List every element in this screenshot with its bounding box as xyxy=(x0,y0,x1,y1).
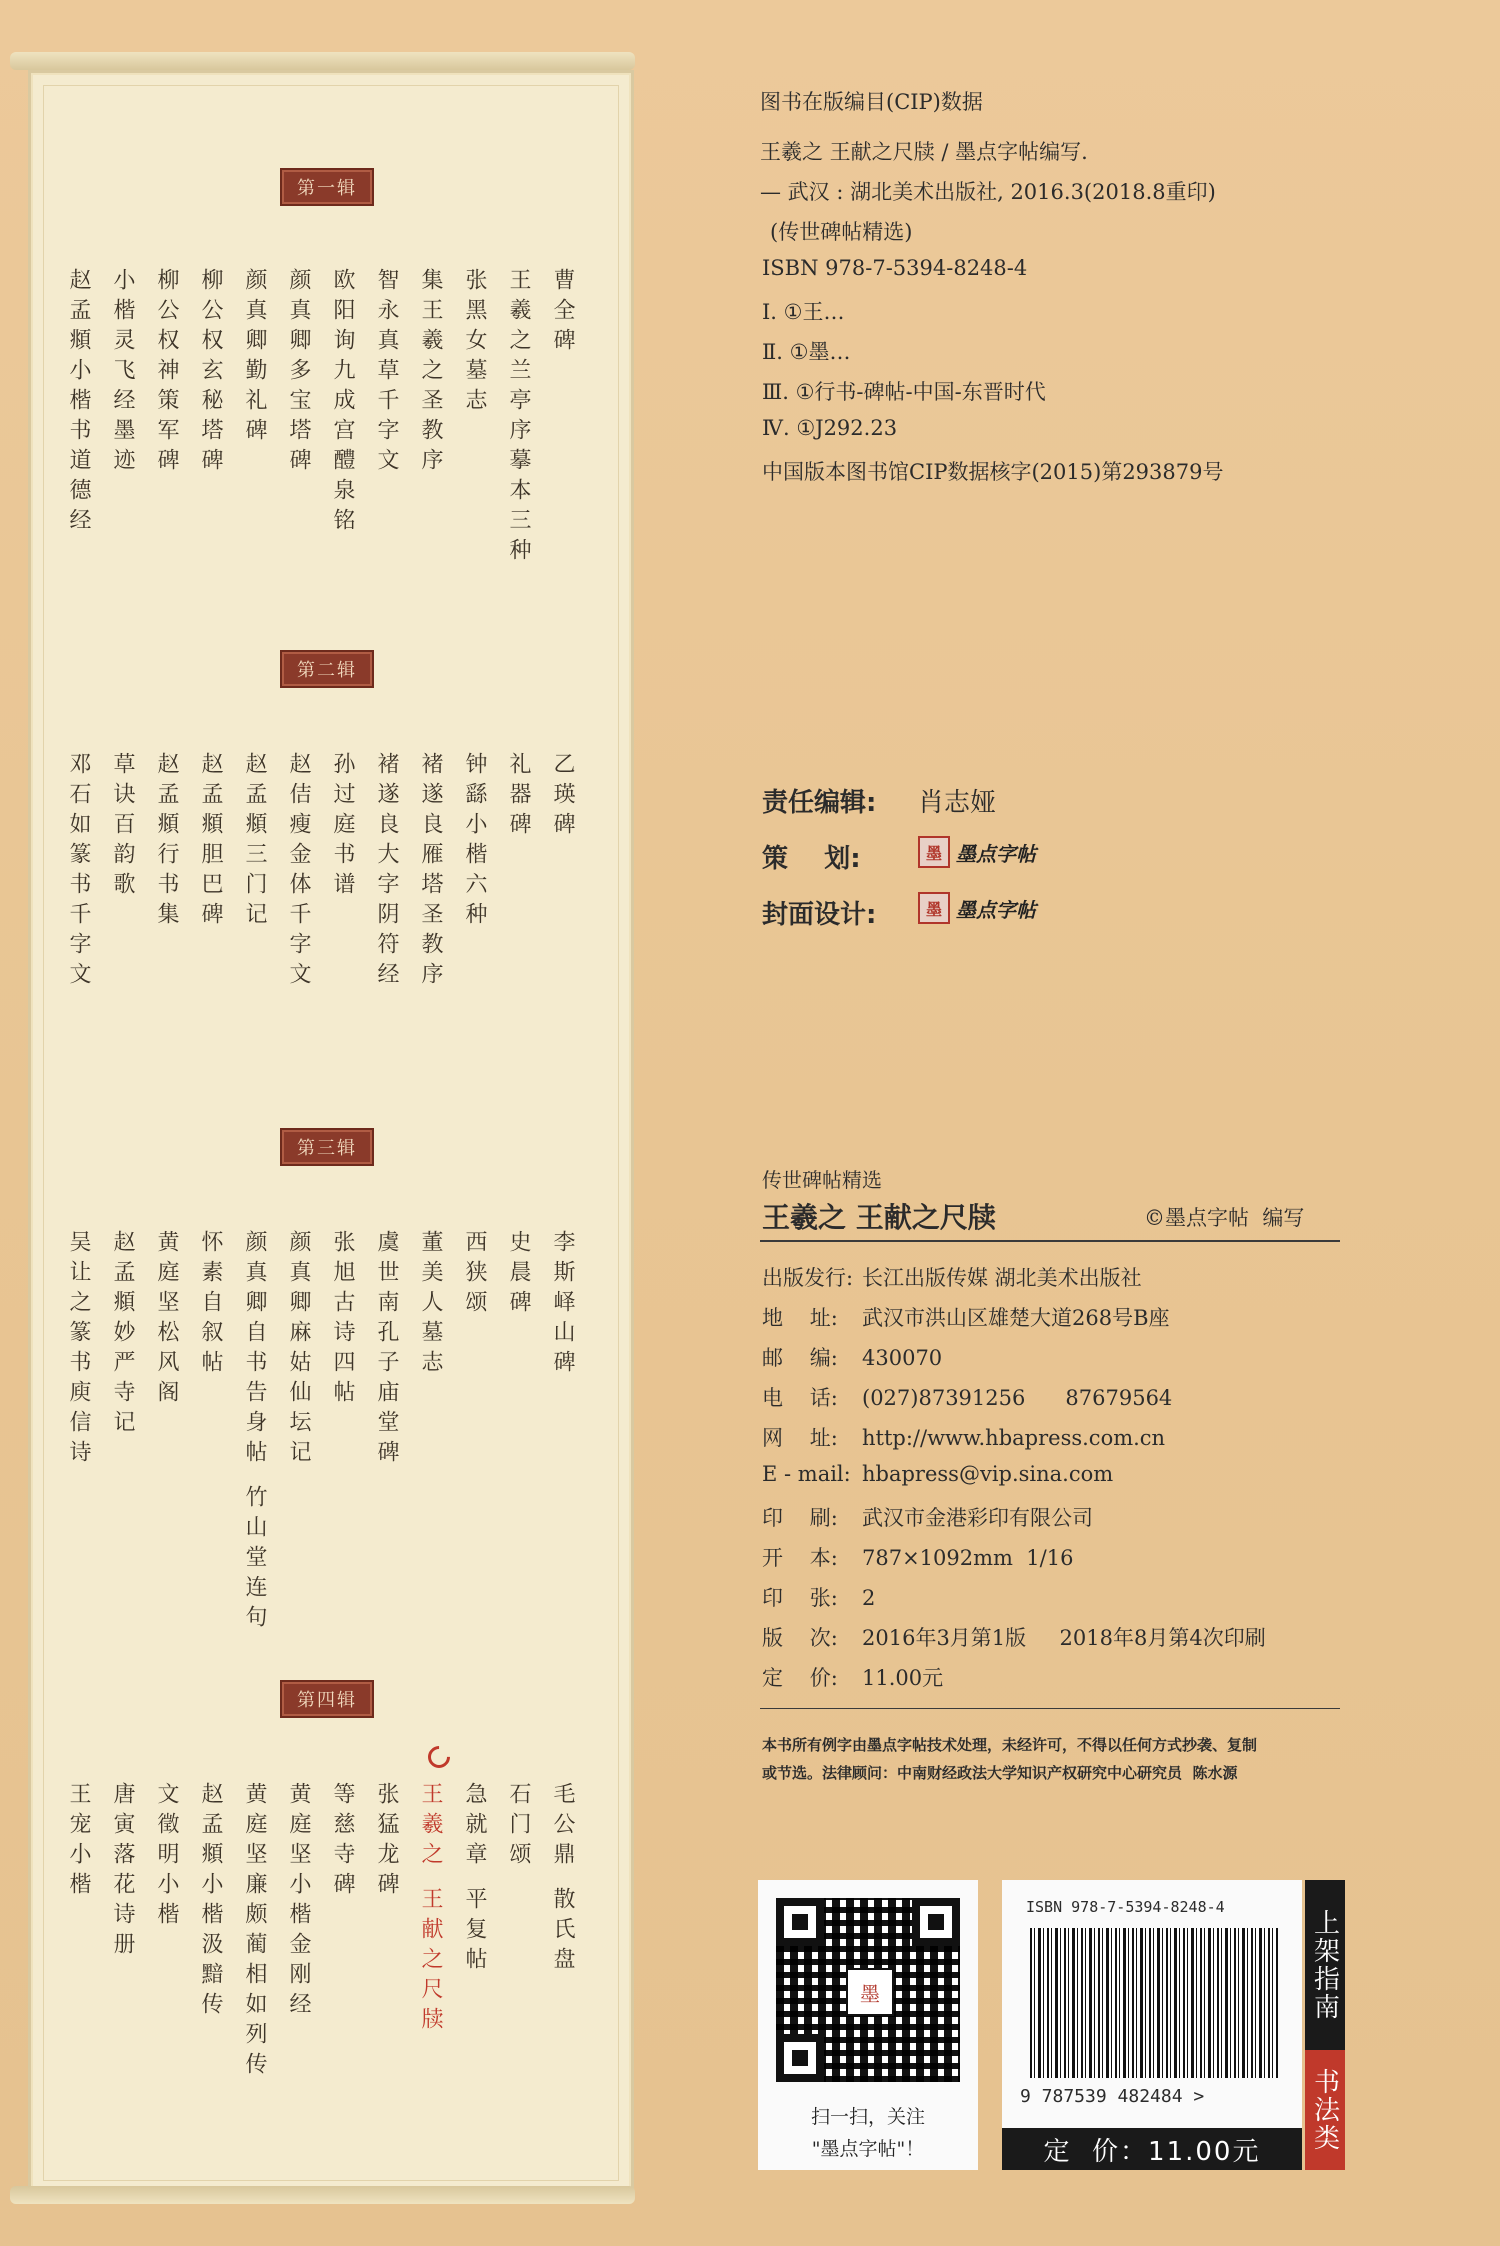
planning-label: 策 划: xyxy=(762,844,861,874)
editor-label: 责任编辑: xyxy=(762,788,877,818)
series-label-1: 第一辑 xyxy=(280,168,374,206)
title-column: 智永真草千字文 xyxy=(374,268,399,478)
series-label-3: 第三辑 xyxy=(280,1128,374,1166)
modian-logo-icon: 墨 xyxy=(846,1968,894,2016)
cip-line: Ⅲ. ①行书-碑帖-中国-东晋时代 xyxy=(762,380,1046,404)
title-column: 邓石如篆书千字文 xyxy=(66,752,91,992)
title-column: 赵孟頫胆巴碑 xyxy=(198,752,223,932)
qr-code-card xyxy=(758,1880,978,2170)
cip-line: Ⅳ. ①J292.23 xyxy=(762,416,898,440)
title-column: 赵孟頫小楷书道德经 xyxy=(66,268,91,538)
notice-line: 本书所有例字由墨点字帖技术处理，未经许可，不得以任何方式抄袭、复制 xyxy=(762,1736,1258,1754)
pub-row: E - mail: hbapress@vip.sina.com xyxy=(762,1462,1114,1486)
qr-caption: 扫一扫，关注 xyxy=(810,2106,925,2128)
title-column: 等慈寺碑 xyxy=(330,1782,355,1902)
pub-row: 出版发行: 长江出版传媒 湖北美术出版社 xyxy=(762,1266,1142,1290)
title-column: 唐寅落花诗册 xyxy=(110,1782,135,1962)
title-column: 史晨碑 xyxy=(506,1230,531,1320)
title-column: 黄庭坚小楷金刚经 xyxy=(286,1782,311,2022)
title-column: 王羲之兰亭序摹本三种 xyxy=(506,268,531,568)
book-title: 王羲之 王献之尺牍 xyxy=(762,1201,996,1234)
pub-row: 邮 编: 430070 xyxy=(762,1346,943,1370)
pub-row: 地 址: 武汉市洪山区雄楚大道268号B座 xyxy=(762,1306,1170,1330)
pub-row: 印 张: 2 xyxy=(762,1586,876,1610)
pub-row: 电 话: (027)87391256 87679564 xyxy=(762,1386,1173,1410)
title-column: 曹全碑 xyxy=(550,268,575,358)
title-column: 乙瑛碑 xyxy=(550,752,575,842)
editor-name: 肖志娅 xyxy=(918,788,997,818)
title-column: 赵孟頫三门记 xyxy=(242,752,267,932)
title-column: 颜真卿勤礼碑 xyxy=(242,268,267,448)
title-column: 颜真卿多宝塔碑 xyxy=(286,268,311,478)
pub-row: 版 次: 2016年3月第1版 2018年8月第4次印刷 xyxy=(762,1626,1266,1650)
title-column: 虞世南孔子庙堂碑 xyxy=(374,1230,399,1470)
title-column: 石门颂 xyxy=(506,1782,531,1872)
shelf-guide xyxy=(1305,1880,1345,2170)
title-column: 孙过庭书谱 xyxy=(330,752,355,902)
title-column: 褚遂良大字阴符经 xyxy=(374,752,399,992)
qr-code[interactable] xyxy=(776,1898,960,2082)
book-series: 传世碑帖精选 xyxy=(762,1168,882,1192)
title-column: 张猛龙碑 xyxy=(374,1782,399,1902)
title-column: 赵孟頫行书集 xyxy=(154,752,179,932)
isbn-barcode-card xyxy=(1002,1880,1302,2170)
title-column: 赵佶瘦金体千字文 xyxy=(286,752,311,992)
modian-logo-icon: 墨 xyxy=(918,836,950,868)
price-band: 定 价：11.00元 xyxy=(1002,2128,1302,2170)
cip-line: (传世碑帖精选) xyxy=(770,220,913,244)
design-label: 封面设计: xyxy=(762,900,877,930)
series-label-4: 第四辑 xyxy=(280,1680,374,1718)
title-column: 吴让之篆书庾信诗 xyxy=(66,1230,91,1470)
title-column: 赵孟頫妙严寺记 xyxy=(110,1230,135,1440)
cip-line: 王羲之 王献之尺牍 / 墨点字帖编写. xyxy=(760,140,1088,164)
title-column: 颜真卿麻姑仙坛记 xyxy=(286,1230,311,1470)
title-column: 褚遂良雁塔圣教序 xyxy=(418,752,443,992)
book-author: ©墨点字帖 编写 xyxy=(1144,1206,1305,1230)
shelf-guide-label: 上架指南 xyxy=(1305,1880,1345,2050)
pub-row: 网 址: http://www.hbapress.com.cn xyxy=(762,1426,1166,1450)
title-column: 礼器碑 xyxy=(506,752,531,842)
barcode-digits: 9 787539 482484 > xyxy=(1020,2086,1205,2107)
cip-line: — 武汉 : 湖北美术出版社, 2016.3(2018.8重印) xyxy=(760,180,1216,204)
title-column: 欧阳询九成宫醴泉铭 xyxy=(330,268,355,538)
title-column: 钟繇小楷六种 xyxy=(462,752,487,932)
planning-logo: 墨 墨点字帖 xyxy=(918,836,1036,868)
title-column: 集王羲之圣教序 xyxy=(418,268,443,478)
pub-row: 定 价: 11.00元 xyxy=(762,1666,944,1690)
title-column: 毛公鼎 散氏盘 xyxy=(550,1782,575,1977)
title-column: 张旭古诗四帖 xyxy=(330,1230,355,1410)
title-column: 赵孟頫小楷汲黯传 xyxy=(198,1782,223,2022)
design-logo: 墨 墨点字帖 xyxy=(918,892,1036,924)
title-column: 颜真卿自书告身帖 竹山堂连句 xyxy=(242,1230,267,1635)
title-column: 张黑女墓志 xyxy=(462,268,487,418)
title-column: 急就章 平复帖 xyxy=(462,1782,487,1977)
pub-row: 开 本: 787×1092mm 1/16 xyxy=(762,1546,1074,1570)
title-column: 黄庭坚松风阁 xyxy=(154,1230,179,1410)
shelf-category: 书法类 xyxy=(1305,2050,1345,2170)
cip-line: 中国版本图书馆CIP数据核字(2015)第293879号 xyxy=(762,460,1224,484)
title-column: 黄庭坚廉颇蔺相如列传 xyxy=(242,1782,267,2082)
modian-logo-icon: 墨 xyxy=(918,892,950,924)
cip-line: ISBN 978-7-5394-8248-4 xyxy=(762,256,1028,280)
title-column: 文徵明小楷 xyxy=(154,1782,179,1932)
cip-heading: 图书在版编目(CIP)数据 xyxy=(760,90,983,114)
title-column: 董美人墓志 xyxy=(418,1230,443,1380)
title-column: 怀素自叙帖 xyxy=(198,1230,223,1380)
barcode-bars xyxy=(1030,1928,1278,2078)
title-column: 王宠小楷 xyxy=(66,1782,91,1902)
series-label-2: 第二辑 xyxy=(280,650,374,688)
title-column: 柳公权神策军碑 xyxy=(154,268,179,478)
notice-line: 或节选。法律顾问：中南财经政法大学知识产权研究中心研究员 陈水源 xyxy=(762,1764,1238,1782)
scroll-bottom-rod xyxy=(10,2186,635,2204)
title-column: 小楷灵飞经墨迹 xyxy=(110,268,135,478)
title-column: 李斯峄山碑 xyxy=(550,1230,575,1380)
cip-line: Ⅱ. ①墨… xyxy=(762,340,851,364)
title-column: 西狭颂 xyxy=(462,1230,487,1320)
pub-row: 印 刷: 武汉市金港彩印有限公司 xyxy=(762,1506,1093,1530)
title-column: 草诀百韵歌 xyxy=(110,752,135,902)
current-title-column: 王羲之 王献之尺牍 xyxy=(418,1782,443,2037)
qr-caption: "墨点字帖"！ xyxy=(811,2138,925,2160)
scroll-top-rod xyxy=(10,52,635,70)
isbn-text: ISBN 978-7-5394-8248-4 xyxy=(1026,1898,1225,1916)
title-column: 柳公权玄秘塔碑 xyxy=(198,268,223,478)
cip-line: Ⅰ. ①王… xyxy=(762,300,845,324)
